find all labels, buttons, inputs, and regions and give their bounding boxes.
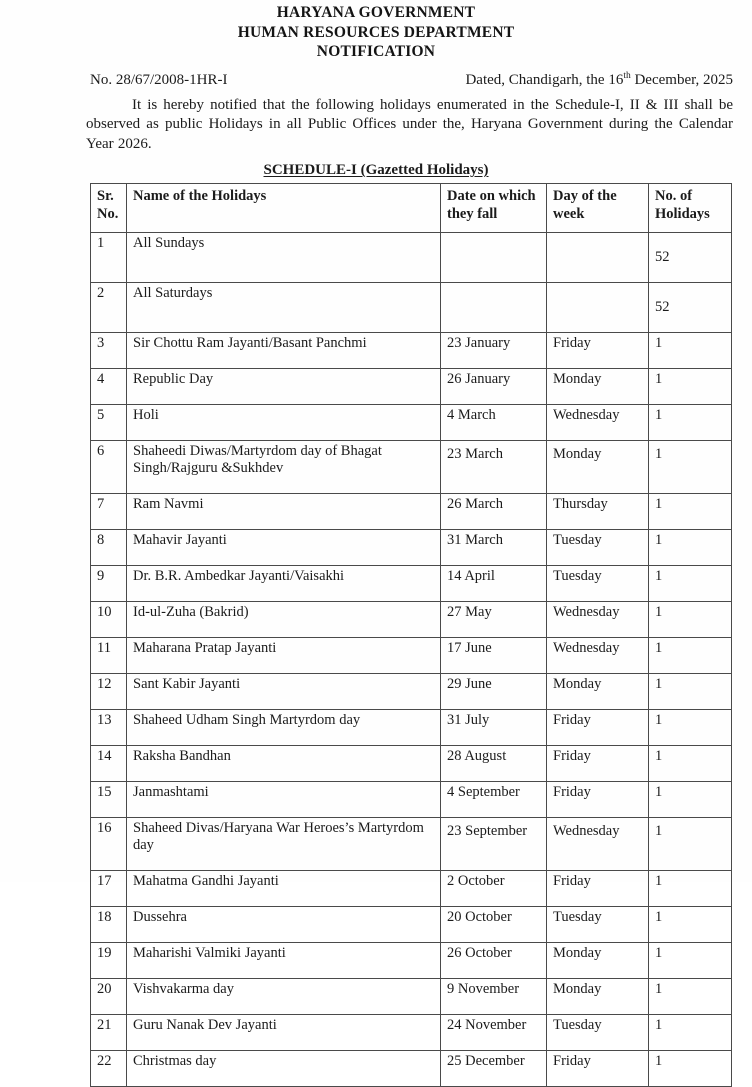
table-row	[91, 674, 732, 710]
table-row	[91, 1051, 732, 1087]
table-row	[91, 1015, 732, 1051]
cell-day-of-week: Monday	[547, 979, 649, 1015]
cell-sr-no: 15	[91, 782, 127, 818]
cell-date: 25 December	[441, 1051, 547, 1087]
cell-sr-no: 14	[91, 746, 127, 782]
cell-date: 4 September	[441, 782, 547, 818]
cell-sr-no: 20	[91, 979, 127, 1015]
cell-no-of-holidays: 52	[649, 283, 732, 333]
table-row	[91, 871, 732, 907]
cell-day-of-week: Tuesday	[547, 566, 649, 602]
table-row	[91, 979, 732, 1015]
dated-ordinal-suffix: th	[623, 70, 631, 81]
cell-no-of-holidays: 1	[649, 979, 732, 1015]
cell-no-of-holidays: 1	[649, 818, 732, 871]
cell-day-of-week: Tuesday	[547, 907, 649, 943]
cell-date	[441, 233, 547, 283]
column-header-sr-no-line1: Sr.	[97, 188, 114, 204]
cell-holiday-name: Republic Day	[127, 369, 441, 405]
cell-holiday-name: Christmas day	[127, 1051, 441, 1087]
column-header-name: Name of the Holidays	[127, 184, 441, 233]
cell-day-of-week: Monday	[547, 943, 649, 979]
cell-day-of-week: Wednesday	[547, 405, 649, 441]
cell-sr-no: 11	[91, 638, 127, 674]
cell-day-of-week: Monday	[547, 674, 649, 710]
cell-no-of-holidays: 1	[649, 746, 732, 782]
cell-day-of-week: Friday	[547, 746, 649, 782]
notification-body-paragraph: It is hereby notified that the following holidays enumerated in the Schedule-I, II & III shall be observed as public Holidays in all Public Offices under the, Haryana Government during the Calendar Year 2026.	[86, 96, 733, 152]
column-header-day-line1: Day of the	[553, 188, 617, 204]
table-row	[91, 710, 732, 746]
table-row	[91, 369, 732, 405]
cell-date: 23 September	[441, 818, 547, 871]
cell-date: 17 June	[441, 638, 547, 674]
cell-no-of-holidays: 1	[649, 674, 732, 710]
table-row	[91, 233, 732, 283]
cell-no-of-holidays: 1	[649, 405, 732, 441]
column-header-sr-no	[91, 184, 127, 233]
cell-no-of-holidays: 1	[649, 530, 732, 566]
document-header	[0, 0, 752, 62]
title-line-department: HUMAN RESOURCES DEPARTMENT	[237, 23, 515, 41]
cell-day-of-week: Wednesday	[547, 818, 649, 871]
cell-no-of-holidays: 1	[649, 441, 732, 494]
schedule-heading-text: SCHEDULE-I (Gazetted Holidays)	[263, 162, 489, 178]
reference-and-date-line	[0, 72, 752, 96]
cell-holiday-name: Shaheedi Diwas/Martyrdom day of Bhagat Singh/Rajguru &Sukhdev	[127, 441, 441, 494]
cell-date: 9 November	[441, 979, 547, 1015]
cell-sr-no: 13	[91, 710, 127, 746]
holidays-table-container	[90, 183, 731, 1087]
cell-sr-no: 4	[91, 369, 127, 405]
cell-day-of-week: Thursday	[547, 494, 649, 530]
column-header-count-line2: Holidays	[655, 205, 710, 222]
table-header-row	[91, 184, 732, 233]
table-row	[91, 530, 732, 566]
cell-date: 23 January	[441, 333, 547, 369]
table-row	[91, 602, 732, 638]
reference-number: No. 28/67/2008-1HR-I	[90, 71, 228, 88]
gazetted-holidays-table	[90, 183, 732, 1087]
table-row	[91, 494, 732, 530]
cell-sr-no: 7	[91, 494, 127, 530]
cell-day-of-week	[547, 233, 649, 283]
cell-sr-no: 2	[91, 283, 127, 333]
column-header-date-line1: Date on which	[447, 188, 536, 204]
cell-holiday-name: Maharishi Valmiki Jayanti	[127, 943, 441, 979]
cell-no-of-holidays: 1	[649, 638, 732, 674]
schedule-heading	[0, 161, 752, 179]
cell-no-of-holidays: 1	[649, 369, 732, 405]
cell-day-of-week: Friday	[547, 871, 649, 907]
table-header	[91, 184, 732, 233]
cell-day-of-week: Friday	[547, 710, 649, 746]
cell-sr-no: 17	[91, 871, 127, 907]
cell-sr-no: 22	[91, 1051, 127, 1087]
cell-holiday-name: All Saturdays	[127, 283, 441, 333]
column-header-date-line2: they fall	[447, 205, 498, 222]
cell-holiday-name: Ram Navmi	[127, 494, 441, 530]
cell-day-of-week: Wednesday	[547, 602, 649, 638]
cell-no-of-holidays: 52	[649, 233, 732, 283]
cell-sr-no: 16	[91, 818, 127, 871]
cell-date: 28 August	[441, 746, 547, 782]
cell-sr-no: 5	[91, 405, 127, 441]
cell-date	[441, 283, 547, 333]
table-body	[91, 233, 732, 1087]
cell-no-of-holidays: 1	[649, 333, 732, 369]
table-row	[91, 566, 732, 602]
cell-day-of-week: Tuesday	[547, 1015, 649, 1051]
cell-date: 23 March	[441, 441, 547, 494]
cell-holiday-name: Mahavir Jayanti	[127, 530, 441, 566]
cell-date: 24 November	[441, 1015, 547, 1051]
title-line-notification: NOTIFICATION	[316, 43, 436, 60]
cell-date: 14 April	[441, 566, 547, 602]
dated-place-line	[465, 72, 733, 89]
cell-day-of-week: Friday	[547, 333, 649, 369]
table-row	[91, 405, 732, 441]
cell-day-of-week: Monday	[547, 441, 649, 494]
cell-holiday-name: All Sundays	[127, 233, 441, 283]
cell-holiday-name: Janmashtami	[127, 782, 441, 818]
cell-date: 29 June	[441, 674, 547, 710]
table-row	[91, 782, 732, 818]
cell-no-of-holidays: 1	[649, 602, 732, 638]
cell-holiday-name: Sant Kabir Jayanti	[127, 674, 441, 710]
cell-holiday-name: Shaheed Udham Singh Martyrdom day	[127, 710, 441, 746]
table-row	[91, 638, 732, 674]
cell-no-of-holidays: 1	[649, 782, 732, 818]
cell-holiday-name: Raksha Bandhan	[127, 746, 441, 782]
table-row	[91, 746, 732, 782]
cell-date: 26 January	[441, 369, 547, 405]
cell-no-of-holidays: 1	[649, 494, 732, 530]
table-row	[91, 907, 732, 943]
cell-no-of-holidays: 1	[649, 710, 732, 746]
column-header-day	[547, 184, 649, 233]
cell-sr-no: 18	[91, 907, 127, 943]
cell-day-of-week: Friday	[547, 782, 649, 818]
table-row	[91, 283, 732, 333]
cell-sr-no: 9	[91, 566, 127, 602]
cell-holiday-name: Vishvakarma day	[127, 979, 441, 1015]
cell-day-of-week: Friday	[547, 1051, 649, 1087]
table-row	[91, 441, 732, 494]
cell-day-of-week: Tuesday	[547, 530, 649, 566]
cell-sr-no: 12	[91, 674, 127, 710]
cell-day-of-week: Monday	[547, 369, 649, 405]
cell-date: 26 March	[441, 494, 547, 530]
cell-sr-no: 1	[91, 233, 127, 283]
cell-holiday-name: Guru Nanak Dev Jayanti	[127, 1015, 441, 1051]
dated-suffix: December, 2025	[630, 71, 733, 88]
cell-holiday-name: Maharana Pratap Jayanti	[127, 638, 441, 674]
table-row	[91, 333, 732, 369]
cell-date: 27 May	[441, 602, 547, 638]
cell-no-of-holidays: 1	[649, 1051, 732, 1087]
cell-date: 31 March	[441, 530, 547, 566]
cell-date: 2 October	[441, 871, 547, 907]
cell-no-of-holidays: 1	[649, 943, 732, 979]
cell-holiday-name: Shaheed Divas/Haryana War Heroes’s Martyrdom day	[127, 818, 441, 871]
cell-sr-no: 10	[91, 602, 127, 638]
cell-holiday-name: Dussehra	[127, 907, 441, 943]
table-row	[91, 818, 732, 871]
cell-holiday-name: Holi	[127, 405, 441, 441]
cell-holiday-name: Id-ul-Zuha (Bakrid)	[127, 602, 441, 638]
cell-sr-no: 19	[91, 943, 127, 979]
cell-sr-no: 3	[91, 333, 127, 369]
cell-date: 4 March	[441, 405, 547, 441]
cell-no-of-holidays: 1	[649, 566, 732, 602]
dated-prefix: Dated, Chandigarh, the 16	[465, 71, 624, 88]
column-header-sr-no-line2: No.	[97, 205, 119, 222]
cell-holiday-name: Sir Chottu Ram Jayanti/Basant Panchmi	[127, 333, 441, 369]
cell-day-of-week	[547, 283, 649, 333]
cell-date: 31 July	[441, 710, 547, 746]
cell-holiday-name: Dr. B.R. Ambedkar Jayanti/Vaisakhi	[127, 566, 441, 602]
cell-sr-no: 6	[91, 441, 127, 494]
cell-no-of-holidays: 1	[649, 1015, 732, 1051]
cell-sr-no: 21	[91, 1015, 127, 1051]
cell-no-of-holidays: 1	[649, 871, 732, 907]
cell-day-of-week: Wednesday	[547, 638, 649, 674]
column-header-count	[649, 184, 732, 233]
cell-date: 26 October	[441, 943, 547, 979]
title-line-government: HARYANA GOVERNMENT	[276, 4, 476, 21]
table-row	[91, 943, 732, 979]
column-header-date	[441, 184, 547, 233]
cell-sr-no: 8	[91, 530, 127, 566]
column-header-count-line1: No. of	[655, 188, 693, 204]
cell-holiday-name: Mahatma Gandhi Jayanti	[127, 871, 441, 907]
cell-date: 20 October	[441, 907, 547, 943]
column-header-day-line2: week	[553, 205, 585, 222]
cell-no-of-holidays: 1	[649, 907, 732, 943]
